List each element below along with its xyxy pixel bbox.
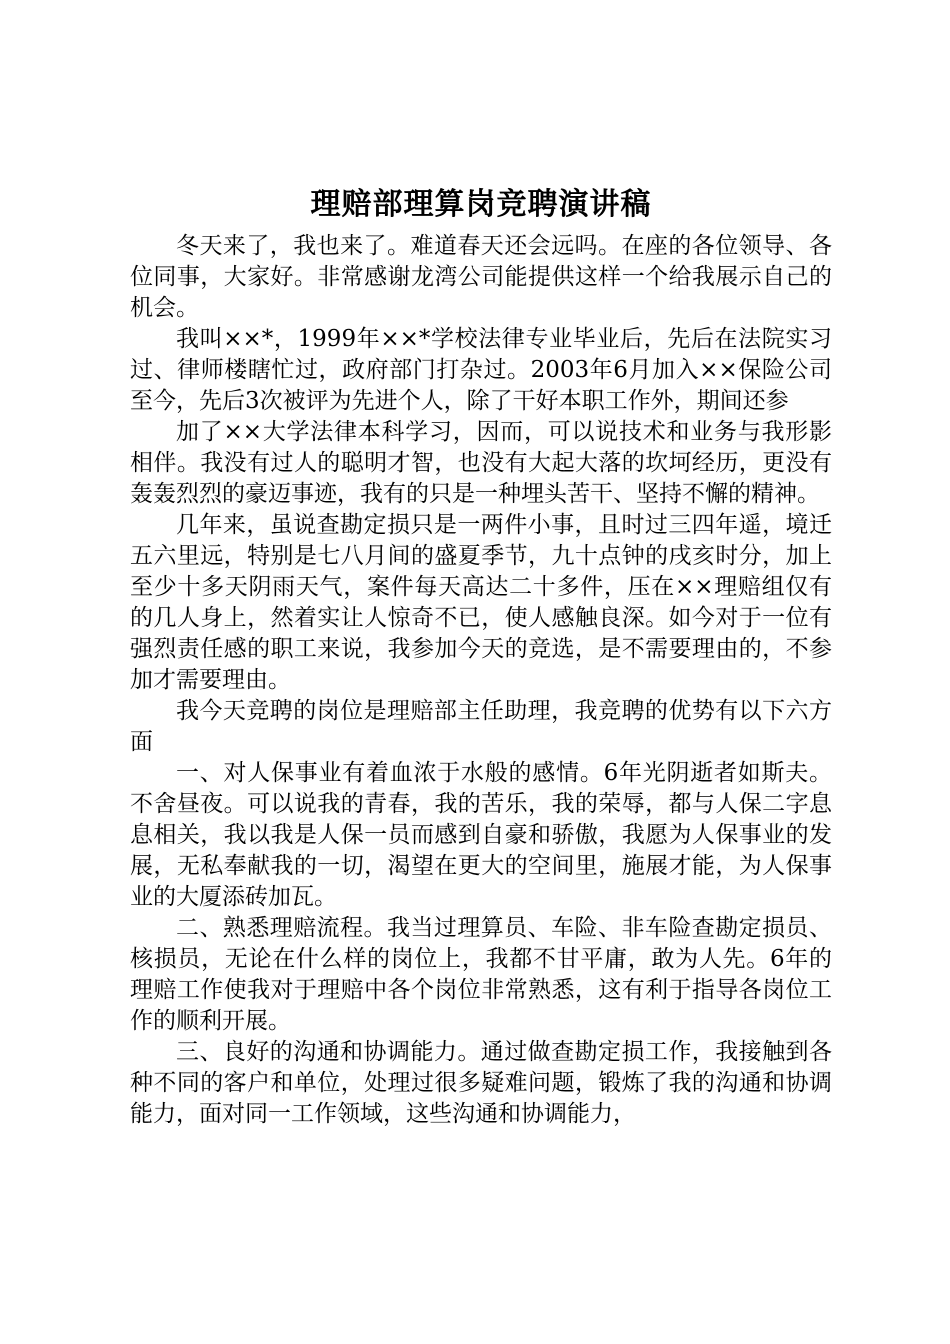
paragraph-opening: 冬天来了，我也来了。难道春天还会远吗。在座的各位领导、各位同事，大家好。非常感谢龙湾公司能提供这样一个给我展示自己的机会。	[130, 233, 832, 321]
paragraph-advantage-1: 一、对人保事业有着血浓于水般的感情。6年光阴逝者如斯夫。不舍昼夜。可以说我的青春，我的苦乐，我的荣辱，都与人保二字息息相关，我以我是人保一员而感到自豪和骄傲，我愿为人保事业的发展，无私奉献我的一切，渴望在更大的空间里，施展才能，为人保事业的大厦添砖加瓦。	[130, 760, 832, 910]
paragraph-position: 我今天竞聘的岗位是理赔部主任助理，我竞聘的优势有以下六方面	[130, 698, 832, 755]
paragraph-advantage-2: 二、熟悉理赔流程。我当过理算员、车险、非车险查勘定损员、核损员，无论在什么样的岗位上，我都不甘平庸，敢为人先。6年的理赔工作使我对于理赔中各个岗位非常熟悉，这有利于指导各岗位工作的顺利开展。	[130, 915, 832, 1034]
paragraph-experience: 几年来，虽说查勘定损只是一两件小事，且时过三四年遥，境迁五六里远，特别是七八月间的盛夏季节，九十点钟的戌亥时分，加上至少十多天阴雨天气，案件每天高达二十多件，压在××理赔组仅有的几人身上，然着实让人惊奇不已，使人感触良深。如今对于一位有强烈责任感的职工来说，我参加今天的竞选，是不需要理由的，不参加才需要理由。	[130, 512, 832, 693]
paragraph-study: 加了××大学法律本科学习，因而，可以说技术和业务与我形影相伴。我没有过人的聪明才智，也没有大起大落的坎坷经历，更没有轰轰烈烈的豪迈事迹，我有的只是一种埋头苦干、坚持不懈的精神。	[130, 419, 832, 507]
paragraph-advantage-3: 三、良好的沟通和协调能力。通过做查勘定损工作，我接触到各种不同的客户和单位，处理过很多疑难问题，锻炼了我的沟通和协调能力，面对同一工作领域，这些沟通和协调能力，	[130, 1039, 832, 1127]
paragraph-self-intro: 我叫××*，1999年××*学校法律专业毕业后，先后在法院实习过、律师楼瞎忙过，政府部门打杂过。2003年6月加入××保险公司至今，先后3次被评为先进个人，除了干好本职工作外，期间还参	[130, 326, 832, 414]
document-title: 理赔部理算岗竞聘演讲稿	[310, 187, 652, 222]
document-page	[130, 183, 832, 1130]
